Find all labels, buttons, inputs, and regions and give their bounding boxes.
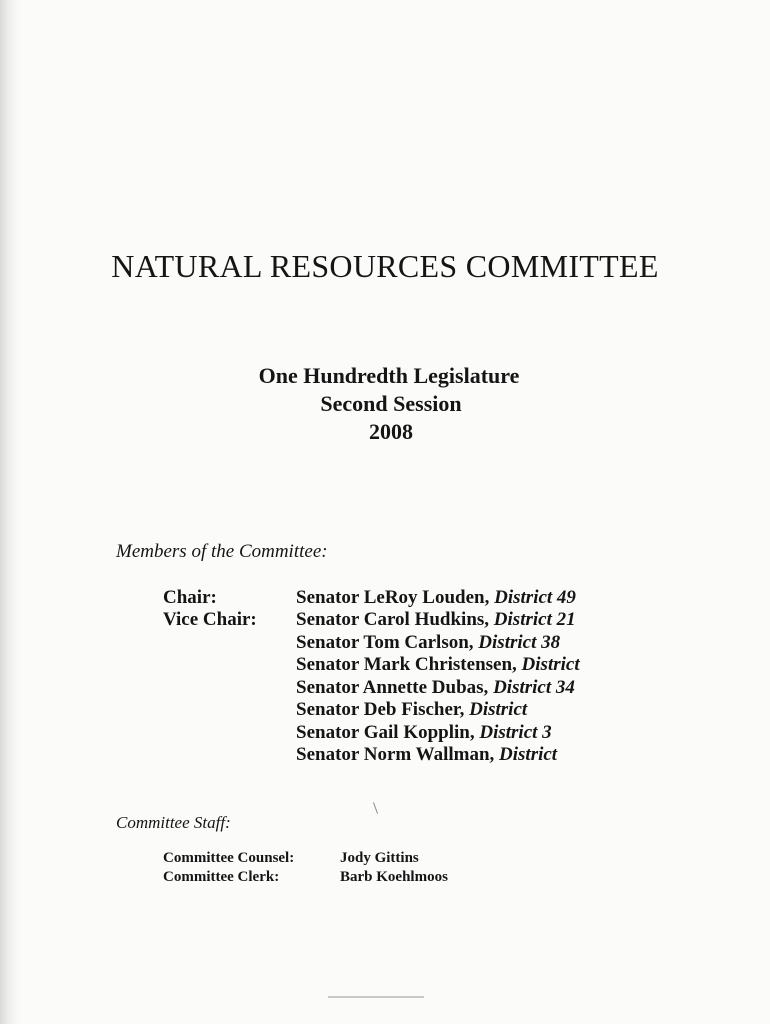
member-name: Senator Mark Christensen, [296,654,517,675]
member-district: District 38 [478,632,561,653]
staff-role: Committee Counsel: [163,850,295,866]
member-name: Senator Annette Dubas, [296,677,489,698]
member-district: District 21 [493,609,576,630]
member-row [296,677,575,699]
member-district: District [499,744,558,765]
member-name: Senator LeRoy Louden, [296,587,490,608]
member-row [296,587,576,609]
member-name: Senator Carol Hudkins, [296,609,490,630]
stray-mark [373,802,378,814]
legislature-line: One Hundredth Legislature [258,363,520,388]
member-row [296,722,552,744]
member-row [296,654,580,676]
member-name: Senator Deb Fischer, [296,699,465,720]
member-district: District 49 [494,587,576,608]
committee-title: NATURAL RESOURCES COMMITTEE [111,248,659,284]
member-district: District 34 [493,677,575,698]
vice-chair-label: Vice Chair: [163,609,257,630]
scan-artifact [328,996,424,998]
scan-edge-shadow [0,0,22,1024]
member-row [296,632,560,654]
chair-label: Chair: [163,587,217,608]
staff-role: Committee Clerk: [163,869,280,885]
staff-heading: Committee Staff: [116,813,231,832]
session-line: Second Session [320,391,462,416]
staff-name: Barb Koehlmoos [340,869,448,885]
member-row [296,744,557,766]
year-line: 2008 [369,419,413,444]
member-district: District [469,699,528,720]
member-district: District 3 [479,722,552,743]
member-district: District [521,654,580,675]
member-name: Senator Norm Wallman, [296,744,495,765]
member-name: Senator Tom Carlson, [296,632,474,653]
member-row [296,699,527,721]
staff-name: Jody Gittins [340,850,419,866]
members-heading: Members of the Committee: [116,541,328,562]
member-row [296,609,576,631]
member-name: Senator Gail Kopplin, [296,722,475,743]
